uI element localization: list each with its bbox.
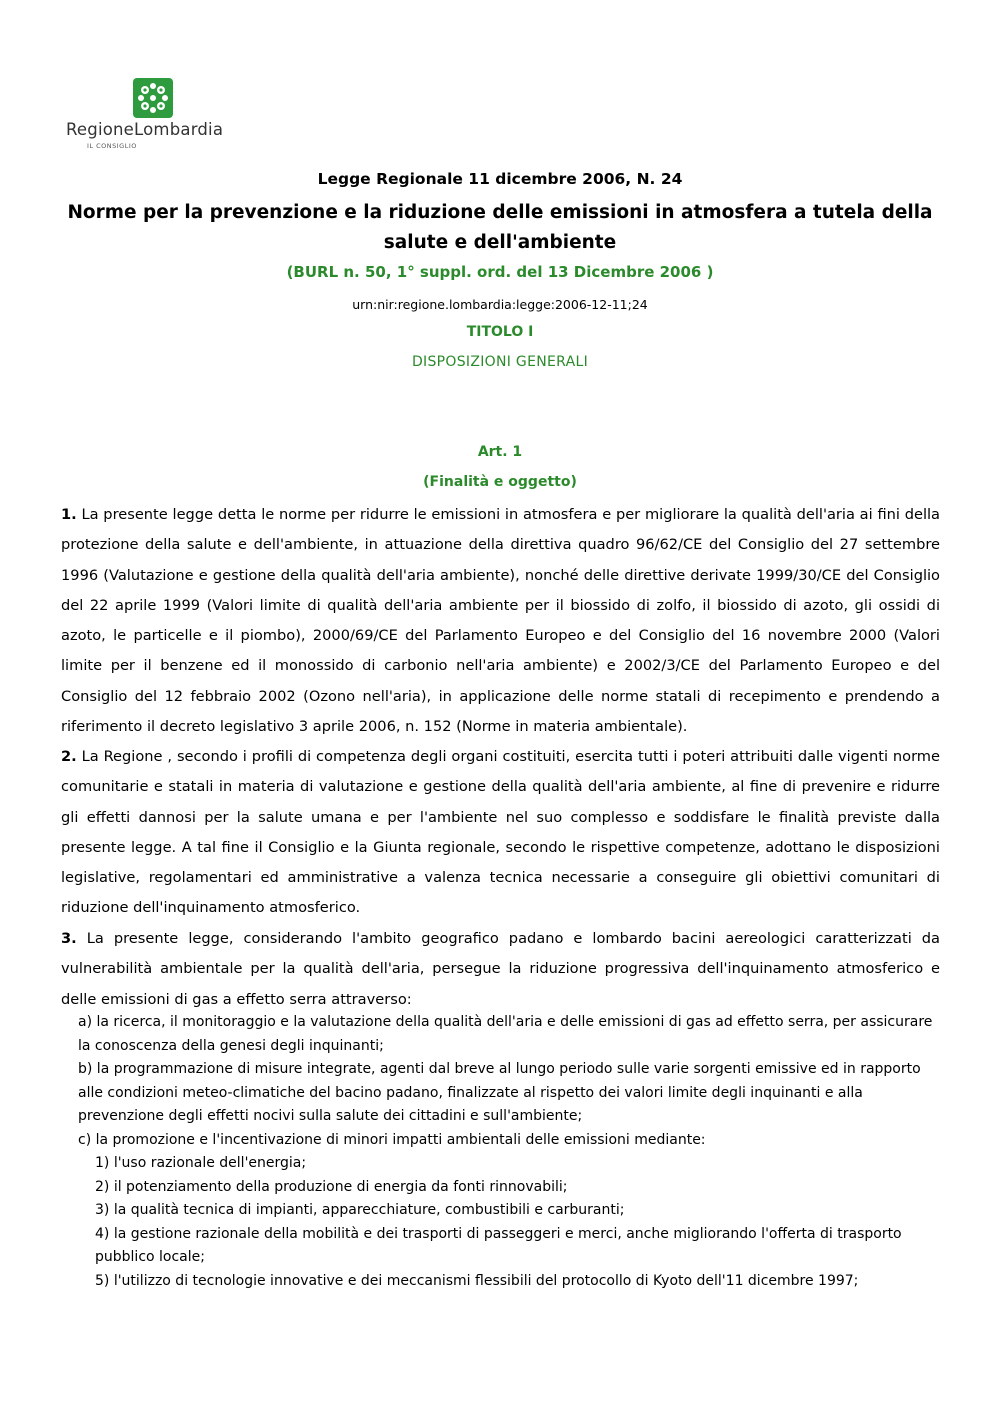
paragraph-2 [61,742,940,924]
sub-list-item: 1) l'uso razionale dell'energia; [95,1155,307,1171]
list-item: a) la ricerca, il monitoraggio e la valutazione della qualità dell'aria e delle emissioni di gas ad effetto serra, per assicurare la conoscenza della genesi degli inquinanti; [78,1014,933,1054]
logo-name: RegioneLombardia [66,120,224,139]
sub-list-item: 5) l'utilizzo di tecnologie innovative e dei meccanismi flessibili del protocollo di Kyoto dell'11 dicembre 1997; [95,1272,859,1289]
title-heading: TITOLO I [466,324,534,340]
urn-identifier: urn:nir:regione.lombardia:legge:2006-12-11;24 [352,297,648,312]
sub-list-item: 4) la gestione razionale della mobilità e dei trasporti di passeggeri e merci, anche migliorando l'offerta di trasporto pubblico locale; [95,1225,902,1265]
lombardy-rose-icon [133,78,173,118]
item-list [61,1011,940,1293]
sub-list-item: 3) la qualità tecnica di impianti, apparecchiature, combustibili e carburanti; [95,1202,625,1218]
paragraph-text: La presente legge detta le norme per ridurre le emissioni in atmosfera e per migliorare la qualità dell'aria ai fini della protezione della salute e dell'ambiente, in attuazione della direttiva quadro 96/62/CE del Consiglio del 27 settembre 1996 (Valutazione e gestione della qualità dell'aria ambiente), nonché delle direttive derivate 1999/30/CE del Consiglio del 22 aprile 1999 (Valori limite di qualità dell'aria ambiente per il biossido di zolfo, il biossido di azoto, gli ossidi di azoto, le particelle e il piombo), 2000/69/CE del Parlamento Europeo e del Consiglio del 16 novembre 2000 (Valori limite per il benzene ed il monossido di carbonio nell'aria ambiente) e 2002/3/CE del Parlamento Europeo e del Consiglio del 12 febbraio 2002 (Ozono nell'aria), in applicazione delle norme statali di recepimento e prendendo a riferimento il decreto legislativo 3 aprile 2006, n. 152 (Norme in materia ambientale). [61,506,940,736]
title-subheading: DISPOSIZIONI GENERALI [411,354,589,370]
sub-list-item: 2) il potenziamento della produzione di energia da fonti rinnovabili; [95,1178,568,1195]
list-item: c) la promozione e l'incentivazione di minori impatti ambientali delle emissioni mediante: [78,1131,706,1148]
article-subtitle: (Finalità e oggetto) [423,474,577,490]
paragraph-number: 2. [61,748,77,765]
law-reference: Legge Regionale 11 dicembre 2006, N. 24 [317,170,683,188]
paragraph-3 [61,924,940,1015]
paragraph-number: 3. [61,930,77,947]
paragraph-number: 1. [61,506,77,523]
paragraph-1 [61,500,940,742]
burl-reference: (BURL n. 50, 1° suppl. ord. del 13 Dicembre 2006 ) [286,263,714,281]
list-item: b) la programmazione di misure integrate, agenti dal breve al lungo periodo sulle varie sorgenti emissive ed in rapporto alle condizioni meteo-climatiche del bacino padano, finalizzate al rispetto dei valori limite degli inquinanti e alla prevenzione degli effetti nocivi sulla salute dei cittadini e sull'ambiente; [78,1061,921,1124]
article-number: Art. 1 [477,444,523,460]
region-logo [66,78,241,158]
law-title: Norme per la prevenzione e la riduzione delle emissioni in atmosfera a tutela della salute e dell'ambiente [67,202,933,253]
logo-subtitle: IL CONSIGLIO [87,142,137,150]
paragraph-text: La presente legge, considerando l'ambito geografico padano e lombardo bacini aereologici caratterizzati da vulnerabilità ambientale per la qualità dell'aria, persegue la riduzione progressiva dell'inquinamento atmosferico e delle emissioni di gas a effetto serra attraverso: [61,930,940,1008]
paragraph-text: La Regione , secondo i profili di competenza degli organi costituiti, esercita tutti i poteri attribuiti dalle vigenti norme comunitarie e statali in materia di valutazione e gestione della qualità dell'aria ambiente, al fine di prevenire e ridurre gli effetti dannosi per la salute umana e per l'ambiente nel suo complesso e soddisfare le finalità previste dalla presente legge. A tal fine il Consiglio e la Giunta regionale, secondo le rispettive competenze, adottano le disposizioni legislative, regolamentari ed amministrative a valenza tecnica necessarie a conseguire gli obiettivi comunitari di riduzione dell'inquinamento atmosferico. [61,748,941,917]
